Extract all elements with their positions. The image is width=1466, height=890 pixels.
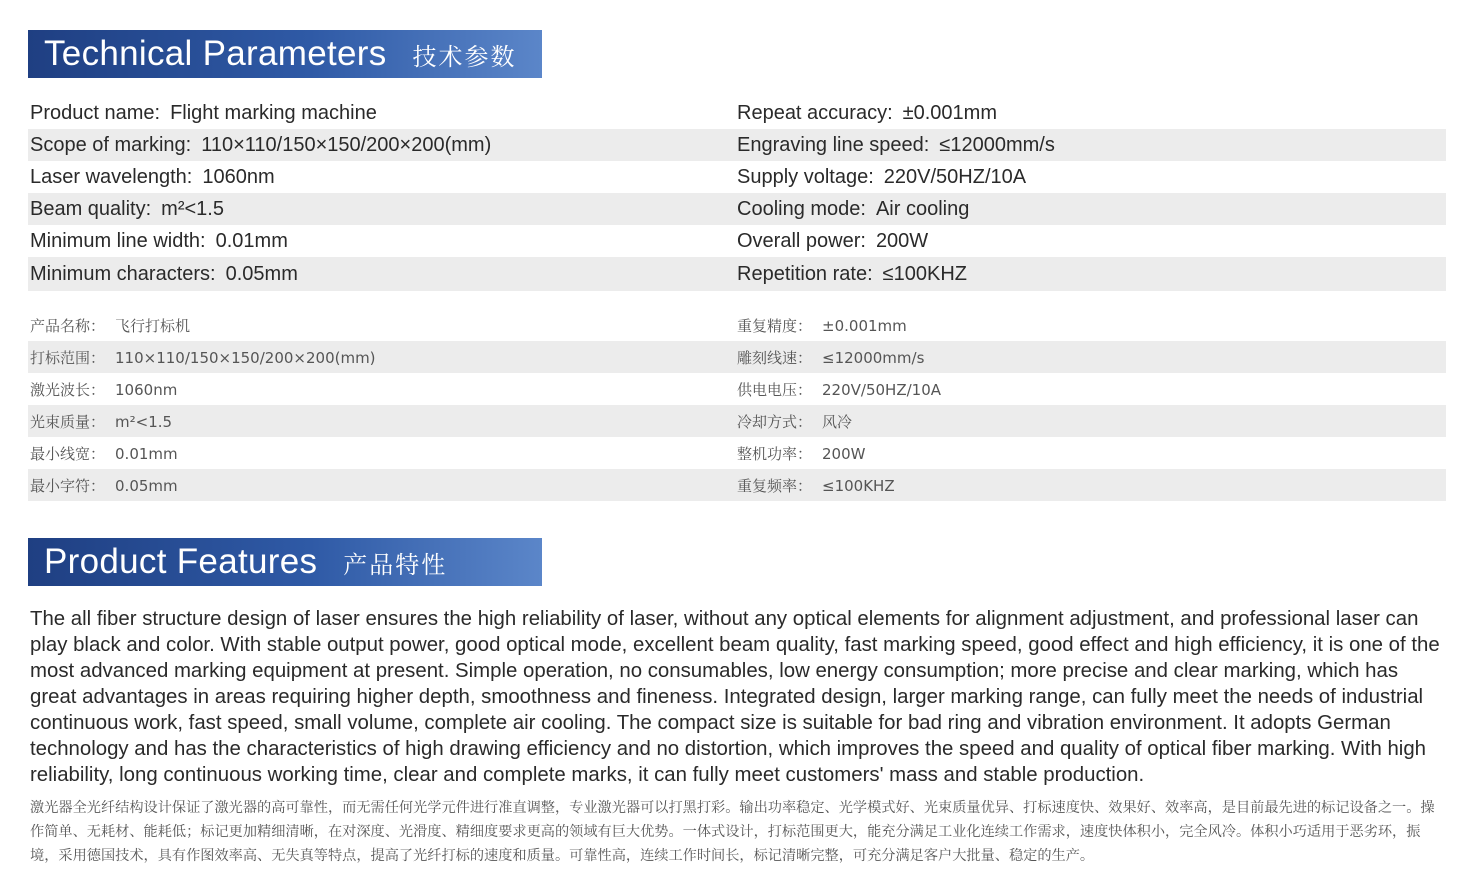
param-value: 200W [822,444,866,463]
param-label: 最小线宽： [30,444,106,463]
param-value: m²<1.5 [115,412,173,431]
param-right [735,315,1446,336]
param-left [28,198,735,221]
table-row [28,309,1446,341]
param-label: 重复精度： [737,316,813,335]
param-value: m²<1.5 [161,197,224,220]
param-value: 110×110/150×150/200×200(mm) [115,348,376,367]
product-features-header [28,538,542,586]
param-left [28,263,735,286]
parameters-table-en [28,97,1446,291]
param-label: Supply voltage: [737,165,874,188]
param-value: ≤12000mm/s [939,133,1055,156]
param-value: 0.05mm [225,262,298,285]
param-label: 产品名称： [30,316,106,335]
param-left [28,230,735,253]
technical-parameters-header [28,30,542,78]
param-right [735,379,1446,400]
param-label: Repetition rate: [737,262,873,285]
param-value: 110×110/150×150/200×200(mm) [201,133,492,156]
param-left [28,102,735,125]
table-row [28,225,1446,257]
param-right [735,443,1446,464]
param-right [735,198,1446,221]
param-right [735,347,1446,368]
param-right [735,166,1446,189]
param-label: 光束质量： [30,412,106,431]
param-label: Cooling mode: [737,197,866,220]
param-label: 打标范围： [30,348,106,367]
table-row [28,193,1446,225]
param-left [28,315,735,336]
param-left [28,347,735,368]
param-label: 雕刻线速： [737,348,813,367]
param-right [735,134,1446,157]
param-label: Beam quality: [30,197,152,220]
param-label: Overall power: [737,229,866,252]
table-row [28,341,1446,373]
param-label: Minimum line width: [30,229,206,252]
section-title-cn: 产品特性 [343,550,448,579]
param-value: 0.01mm [115,444,178,463]
table-row [28,469,1446,501]
features-description-cn: 激光器全光纤结构设计保证了激光器的高可靠性，而无需任何光学元件进行准直调整，专业激光器可以打黑打彩。输出功率稳定、光学模式好、光束质量优异、打标速度快、效果好、效率高，是目前最先进的标记设备之一。操作简单、无耗材、能耗低；标记更加精细清晰，在对深度、光滑度、精细度要求更高的领域有巨大优势。一体式设计，打标范围更大，能充分满足工业化连续工作需求，速度快体积小，完全风冷。体积小巧适用于恶劣环，振境，采用德国技术，具有作图效率高、无失真等特点，提高了光纤打标的速度和质量。可靠性高，连续工作时间长，标记清晰完整，可充分满足客户大批量、稳定的生产。 [30,800,1435,864]
param-label: Repeat accuracy: [737,101,893,124]
param-value: ≤100KHZ [882,262,967,285]
param-left [28,443,735,464]
param-label: Scope of marking: [30,133,192,156]
param-label: 整机功率： [737,444,813,463]
param-value: 0.01mm [215,229,288,252]
param-left [28,166,735,189]
param-label: 冷却方式： [737,412,813,431]
param-value: ≤12000mm/s [822,348,925,367]
param-label: 供电电压： [737,380,813,399]
section-title-en: Product Features [44,542,318,581]
param-value: ±0.001mm [902,101,997,124]
table-row [28,129,1446,161]
table-row [28,373,1446,405]
param-label: 重复频率： [737,476,813,495]
param-left [28,475,735,496]
param-right [735,475,1446,496]
features-description-en: The all fiber structure design of laser ensures the high reliability of laser, without any optical elements for alignment adjustment, and professional laser can play black and color. With stable output power, good optical mode, excellent beam quality, fast marking speed, good effect and high efficiency, it is one of the most advanced marking equipment at present. Simple operation, no consumables, low energy consumption; more precise and clear marking, which has great advantages in areas requiring higher depth, smoothness and fineness. Integrated design, larger marking range, can fully meet the needs of industrial continuous work, fast speed, small volume, complete air cooling. The compact size is suitable for bad ring and vibration environment. It adopts German technology and has the characteristics of high drawing efficiency and no distortion, which improves the speed and quality of optical fiber marking. With high reliability, long continuous working time, clear and complete marks, it can fully meet customers' mass and stable production. [30,608,1440,786]
param-value: 200W [875,229,929,252]
param-left [28,134,735,157]
table-row [28,161,1446,193]
param-label: Engraving line speed: [737,133,930,156]
param-label: Product name: [30,101,161,124]
param-value: 220V/50HZ/10A [883,165,1027,188]
param-value: 飞行打标机 [115,316,191,335]
section-title-cn: 技术参数 [412,42,517,71]
param-value: Flight marking machine [170,101,377,124]
param-left [28,411,735,432]
param-right [735,230,1446,253]
param-right [735,411,1446,432]
parameters-table-cn [28,309,1446,501]
table-row [28,97,1446,129]
param-label: 最小字符： [30,476,106,495]
param-right [735,263,1446,286]
table-row [28,405,1446,437]
param-value: ≤100KHZ [822,476,895,495]
table-row [28,257,1446,291]
param-right [735,102,1446,125]
section-title-en: Technical Parameters [44,34,387,73]
param-value: ±0.001mm [822,316,907,335]
param-label: 激光波长： [30,380,106,399]
param-value: 1060nm [202,165,275,188]
param-value: 0.05mm [115,476,178,495]
param-value: 1060nm [115,380,178,399]
param-left [28,379,735,400]
param-value: 风冷 [822,412,853,431]
param-value: Air cooling [875,197,970,220]
param-label: Laser wavelength: [30,165,193,188]
param-label: Minimum characters: [30,262,216,285]
table-row [28,437,1446,469]
param-value: 220V/50HZ/10A [822,380,942,399]
